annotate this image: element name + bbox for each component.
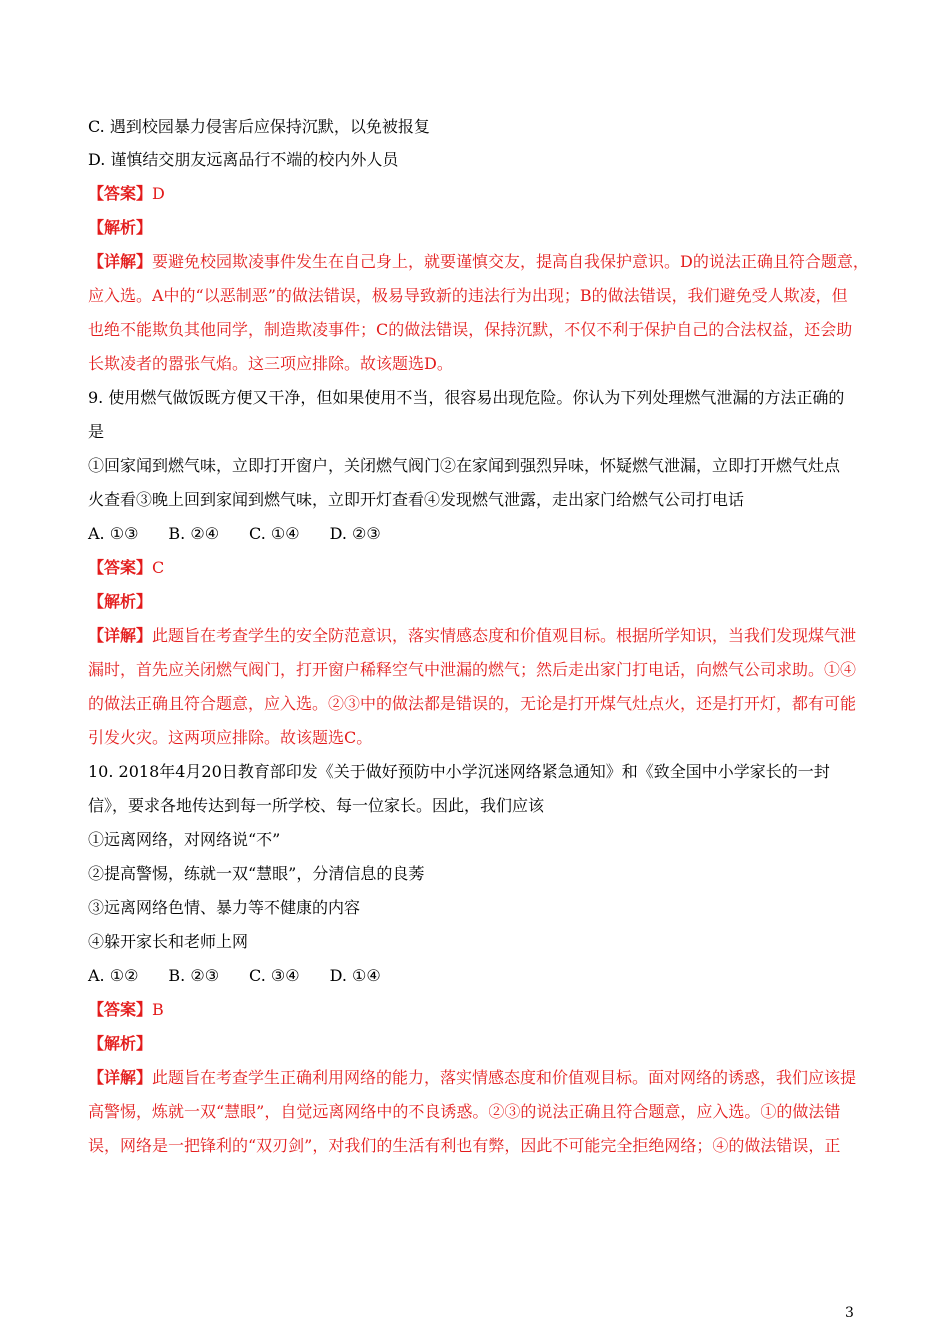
explanation-line: 误，网络是一把锋利的“双刃剑”，对我们的生活有利也有弊，因此不可能完全拒绝网络；④的做法错误，正 <box>88 1136 841 1155</box>
answer-options <box>88 966 868 986</box>
question-line: ③远离网络色情、暴力等不健康的内容 <box>88 898 361 917</box>
question-line: 10. 2018年4月20日教育部印发《关于做好预防中小学沉迷网络紧急通知》和《致全国中小学家长的一封 <box>88 762 830 781</box>
section-label: 【详解】 <box>88 1068 153 1087</box>
explanation-line: 【详解】此题旨在考查学生正确利用网络的能力，落实情感态度和价值观目标。面对网络的诱惑，我们应该提 <box>88 1068 857 1087</box>
explanation-line: 【解析】 <box>88 592 153 611</box>
section-label: 【详解】 <box>88 252 153 271</box>
question-line: ④躲开家长和老师上网 <box>88 932 249 951</box>
answer-option: B. ②③ <box>168 966 220 985</box>
explanation-line: 【详解】此题旨在考查学生的安全防范意识，落实情感态度和价值观目标。根据所学知识，当我们发现煤气泄 <box>88 626 857 645</box>
page-number: 3 <box>845 1305 854 1321</box>
question-line: D. 谨慎结交朋友远离品行不端的校内外人员 <box>88 150 399 169</box>
question-line: 9. 使用燃气做饭既方便又干净，但如果使用不当，很容易出现危险。你认为下列处理燃气泄漏的方法正确的 <box>88 388 845 407</box>
explanation-line: 【答案】C <box>88 558 165 577</box>
explanation-line: 【解析】 <box>88 1034 153 1053</box>
answer-option: C. ①④ <box>249 524 300 543</box>
question-line: ①远离网络，对网络说“不” <box>88 830 281 849</box>
answer-option: C. ③④ <box>249 966 300 985</box>
explanation-line: 【答案】D <box>88 184 165 203</box>
answer-option: D. ②③ <box>329 524 381 543</box>
section-label: 【答案】 <box>88 184 153 203</box>
answer-option: B. ②④ <box>168 524 220 543</box>
question-line: ②提高警惕，练就一双“慧眼”，分清信息的良莠 <box>88 864 425 883</box>
explanation-line: 也绝不能欺负其他同学，制造欺凌事件；C的做法错误，保持沉默，不仅不利于保护自己的合法权益，还会助 <box>88 320 853 339</box>
question-line: 信》，要求各地传达到每一所学校、每一位家长。因此，我们应该 <box>88 796 545 815</box>
explanation-line: 高警惕，炼就一双“慧眼”，自觉远离网络中的不良诱惑。②③的说法正确且符合题意，应入选。①的做法错 <box>88 1102 841 1121</box>
section-label: 【详解】 <box>88 626 153 645</box>
question-line: 是 <box>88 422 105 441</box>
explanation-line: 【详解】要避免校园欺凌事件发生在自己身上，就要谨慎交友，提高自我保护意识。D的说法正确且符合题意， <box>88 252 869 271</box>
explanation-line: 【解析】 <box>88 218 153 237</box>
answer-option: D. ①④ <box>329 966 381 985</box>
section-label: 【答案】 <box>88 1000 153 1019</box>
explanation-line: 【答案】B <box>88 1000 164 1019</box>
question-line: C. 遇到校园暴力侵害后应保持沉默，以免被报复 <box>88 117 430 136</box>
section-label: 【答案】 <box>88 558 153 577</box>
question-line: 火查看③晚上回到家闻到燃气味，立即开灯查看④发现燃气泄露，走出家门给燃气公司打电话 <box>88 490 745 509</box>
explanation-line: 引发火灾。这两项应排除。故该题选C。 <box>88 728 373 747</box>
explanation-line: 应入选。A中的“以恶制恶”的做法错误，极易导致新的违法行为出现；B的做法错误，我们避免受人欺凌，但 <box>88 286 848 305</box>
explanation-line: 的做法正确且符合题意，应入选。②③中的做法都是错误的，无论是打开煤气灶点火，还是打开灯，都有可能 <box>88 694 857 713</box>
explanation-line: 漏时，首先应关闭燃气阀门，打开窗户稀释空气中泄漏的燃气；然后走出家门打电话，向燃气公司求助。①④ <box>88 660 857 679</box>
answer-option: A. ①② <box>88 966 139 985</box>
answer-options <box>88 524 868 544</box>
question-line: ①回家闻到燃气味，立即打开窗户，关闭燃气阀门②在家闻到强烈异味，怀疑燃气泄漏，立即打开燃气灶点 <box>88 456 841 475</box>
answer-option: A. ①③ <box>88 524 139 543</box>
explanation-line: 长欺凌者的嚣张气焰。这三项应排除。故该题选D。 <box>88 354 453 373</box>
